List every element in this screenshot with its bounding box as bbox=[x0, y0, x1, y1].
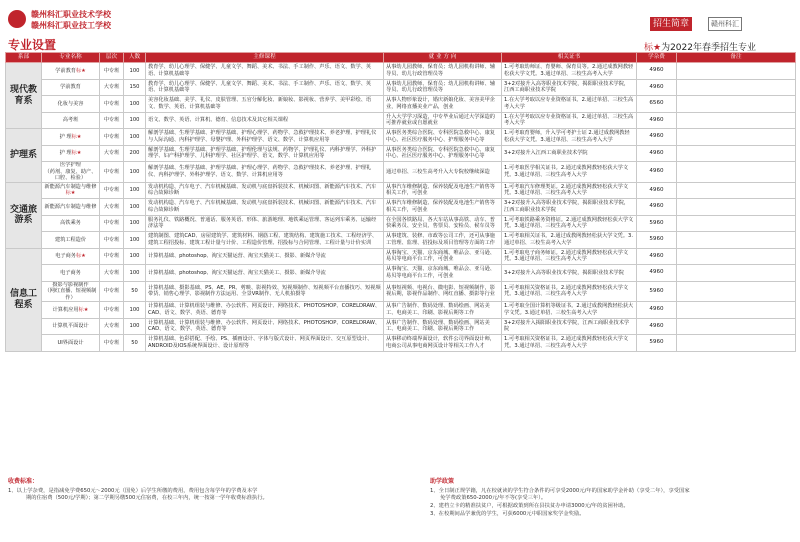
jobs-cell: 从事人物形象设计，婚庆新娘化妆、美容美甲企业，网络直播美业产品，创业 bbox=[384, 96, 502, 113]
major-name: 电子商务 bbox=[60, 269, 81, 276]
count-cell: 100 bbox=[124, 248, 146, 265]
major-cell bbox=[42, 302, 100, 319]
certs-cell: 1.可考取全国计算机等级证书。2.通过成教网教轻松获大学文凭。3.通过单招、三校生高考入大学 bbox=[502, 302, 637, 319]
courses-cell: 计算机基础、photoshop、淘宝天猫运营、淘宝天猫美工、摄影、新媒介导流 bbox=[146, 248, 384, 265]
level-cell: 中专班 bbox=[100, 96, 124, 113]
column-header: 学杂费 bbox=[637, 53, 677, 63]
table-row bbox=[6, 232, 796, 249]
courses-cell: 语文、数学、英语、计算机、德育、信息技术及其它相关课程 bbox=[146, 112, 384, 129]
table-row bbox=[6, 265, 796, 282]
jobs-cell: 通过单招、三校生高考升入大专院校继续深造 bbox=[384, 162, 502, 183]
major-cell bbox=[42, 182, 100, 199]
major-name: 电子商务 bbox=[55, 253, 76, 259]
major-cell bbox=[42, 265, 100, 282]
fee-cell: 4960 bbox=[637, 182, 677, 199]
column-header: 系部 bbox=[6, 53, 42, 63]
certs-cell: 1.可考取相关证书。2.通过成教网教轻松获大学文凭。3.通过单招、三校生高考入大学 bbox=[502, 232, 637, 249]
fee-cell: 4960 bbox=[637, 112, 677, 129]
remark-cell bbox=[677, 265, 796, 282]
jobs-cell: 从事汽车维修制造、保养装配及电池生产销售等相关工作，可创业 bbox=[384, 182, 502, 199]
note-text: 为2022年春季招生专业 bbox=[661, 43, 756, 53]
fee-cell: 5960 bbox=[637, 215, 677, 232]
aid-line-1: 1、全日制正规学籍，凡在校就读的学生符合条件的可享受2000元/年的国家助学金补助（享受二年），享受国家 bbox=[430, 487, 690, 494]
major-name: 学前教育 bbox=[60, 84, 81, 90]
column-header: 备注 bbox=[677, 53, 796, 63]
star-mark: 标★ bbox=[65, 190, 76, 197]
courses-cell: 解剖学基础、生理学基础、护理学基础、护理心理学、药物学、急救护理技术、养老护理、护理礼仪与人际沟通、内科护理学、母婴护理、外科护理学、语文、数学、计算机应用等 bbox=[146, 129, 384, 146]
certs-cell: 1.可考取相关资格证书。2.通过成教网教轻松获大学文凭。3.通过单招、三校生高考入大学 bbox=[502, 335, 637, 352]
major-name: 计算机平面设计 bbox=[52, 323, 89, 329]
fee-cell: 4960 bbox=[637, 248, 677, 265]
fee-cell: 4960 bbox=[637, 199, 677, 216]
level-cell: 大专班 bbox=[100, 318, 124, 335]
fee-cell: 4960 bbox=[637, 265, 677, 282]
major-cell bbox=[42, 215, 100, 232]
jobs-cell: 从事淘宝、天猫、京东商城、唯品会、亚马逊、易贝等电商平台工作，可创业 bbox=[384, 265, 502, 282]
remark-cell bbox=[677, 335, 796, 352]
remark-cell bbox=[677, 215, 796, 232]
star-mark: 标★ bbox=[71, 133, 82, 140]
remark-cell bbox=[677, 96, 796, 113]
fee-cell: 4960 bbox=[637, 318, 677, 335]
certs-cell: 1.在大学考取以应专业资格证书。2.通过单招、三校生高考入大学 bbox=[502, 96, 637, 113]
certs-cell: 1.可考取育婴师，升入学可考护士证 2.通过成教网教轻松获大学文凭。3.通过单招、三校生高考入大学 bbox=[502, 129, 637, 146]
major-cell bbox=[42, 248, 100, 265]
level-cell: 中专班 bbox=[100, 112, 124, 129]
dept-cell: 信息工程系 bbox=[6, 248, 42, 351]
courses-cell: 解剖学基础、生理学基础、护理学基础、护理伦理与法规、药物学、护理礼仪、内科护理学、外科护理学、妇产科护理学、儿科护理学、社区护理学、语文、数学、计算机应用等 bbox=[146, 145, 384, 162]
jobs-cell: 从事汽车维修制造、保养装配及电池生产销售等相关工作，可创业 bbox=[384, 199, 502, 216]
count-cell: 50 bbox=[124, 281, 146, 302]
fee-title: 收费标准： bbox=[8, 478, 39, 485]
table-row bbox=[6, 335, 796, 352]
jobs-cell: 从事广告制作、数码处理、数码绘画、网站美工、电商美工、印刷、影视后期等工作 bbox=[384, 302, 502, 319]
count-cell: 100 bbox=[124, 302, 146, 319]
courses-cell: 计算机基础、计算机组装与维修、办公软件、网页设计、网络技术、PHOTOSHOP、CORELDRAW、CAD、语文、数学、英语、德育等 bbox=[146, 302, 384, 319]
major-name: 学前教育 bbox=[55, 67, 76, 74]
major-name: 医学护理 bbox=[60, 162, 81, 168]
jobs-cell: 从事建筑、装修、市政等公司工作，还可从事施工管理、监理、招投标及项目管理等方面的工作 bbox=[384, 232, 502, 249]
major-name: 建筑工程造价 bbox=[54, 236, 87, 243]
major-name: 护 理 bbox=[59, 133, 72, 140]
remark-cell bbox=[677, 162, 796, 183]
remark-cell bbox=[677, 302, 796, 319]
remark-cell bbox=[677, 63, 796, 80]
level-cell: 中专班 bbox=[100, 281, 124, 302]
jobs-cell: 从事幼儿园教师、保育员；幼儿园机构讲师、辅导员、幼儿行政管理员等 bbox=[384, 79, 502, 96]
certs-cell: 3+2对接升入高等职业技术学院，揭阳职业技术学院，江西工商职业技术学院 bbox=[502, 199, 637, 216]
school-logo-icon bbox=[8, 10, 26, 28]
brand-tag: 赣州科汇 bbox=[708, 17, 742, 31]
certs-cell: 3+2对接升入高等职业技术学院，揭阳职业技术学院 bbox=[502, 265, 637, 282]
jobs-cell: 从事医务类综合医院、专科医院急救中心、康复中心、社区医疗服务中心、护理服务中心等 bbox=[384, 145, 502, 162]
courses-cell: 服务礼仪、铁路概况、普通话、服务英语、形体、旅游地理、地铁乘运管理、客运列车乘务、运输经济法等 bbox=[146, 215, 384, 232]
star-mark: 标★ bbox=[75, 67, 86, 74]
jobs-cell: 从事短视频、电视台、微电影、短视频制作，影视后期，影视作品制作、网红直播、摄影等行业 bbox=[384, 281, 502, 302]
jobs-cell: 升入大学学习深造，中专毕业后通过大学深造的可推荐就业或自愿就业 bbox=[384, 112, 502, 129]
dept-cell: 现代教育系 bbox=[6, 63, 42, 129]
table-row bbox=[6, 182, 796, 199]
star-mark: 标★ bbox=[75, 253, 86, 259]
major-cell bbox=[42, 281, 100, 302]
major-cell bbox=[42, 96, 100, 113]
brand-badge: 招生简章 bbox=[650, 17, 692, 31]
level-cell: 中专班 bbox=[100, 215, 124, 232]
courses-cell: 发动机构造、汽车电子、汽车机械基础、发动机与底盘拆装技术、机械识图、新能源汽车技术、汽车综合故障诊断 bbox=[146, 199, 384, 216]
major-sub: （网红直播、短视频制作） bbox=[44, 288, 97, 301]
column-header: 层次 bbox=[100, 53, 124, 63]
level-cell: 中专班 bbox=[100, 302, 124, 319]
count-cell: 50 bbox=[124, 335, 146, 352]
level-cell: 中专班 bbox=[100, 232, 124, 249]
aid-policy bbox=[430, 478, 795, 518]
fee-cell: 4960 bbox=[637, 79, 677, 96]
major-cell bbox=[42, 232, 100, 249]
major-name: 摄影与影视制作 bbox=[52, 281, 89, 288]
jobs-cell: 从事幼儿园教师、保育员；幼儿园机构讲师、辅导员、幼儿行政管理员等 bbox=[384, 63, 502, 80]
count-cell: 100 bbox=[124, 232, 146, 249]
page-title: 专业设置 bbox=[8, 38, 57, 52]
count-cell: 200 bbox=[124, 145, 146, 162]
certs-cell: 1.可考取汽车修理类证。2.通过成教网教轻松获大学文凭。3.通过单招、三校生高考入大学 bbox=[502, 182, 637, 199]
certs-cell: 1.在大学考取以应专业资格证书。2.通过单招、三校生高考入大学 bbox=[502, 112, 637, 129]
major-name: 高铁乘务 bbox=[60, 220, 81, 226]
level-cell: 大专班 bbox=[100, 265, 124, 282]
courses-cell: 教育学、幼儿心理学、保健学、儿童文学、舞蹈、美术、书法、手工制作、声乐、语文、数学、英语、计算机基础等 bbox=[146, 79, 384, 96]
count-cell: 100 bbox=[124, 162, 146, 183]
courses-cell: 计算机基础、计算机组装与维修、办公软件、网页设计、网络技术、PHOTOSHOP、CORELDRAW、CAD、语文、数学、英语、德育等 bbox=[146, 318, 384, 335]
major-cell bbox=[42, 335, 100, 352]
level-cell: 中专班 bbox=[100, 182, 124, 199]
table-row bbox=[6, 145, 796, 162]
majors-table bbox=[5, 52, 795, 477]
certs-cell: 1.可考取电子商务师证。2.通过成教网教轻松获大学文凭。3.通过单招、三校生高考入大学 bbox=[502, 248, 637, 265]
count-cell: 100 bbox=[124, 215, 146, 232]
fee-cell: 5960 bbox=[637, 232, 677, 249]
aid-title: 助学政策 bbox=[430, 478, 455, 485]
major-cell bbox=[42, 145, 100, 162]
major-name: 护 理 bbox=[59, 150, 72, 156]
level-cell: 中专班 bbox=[100, 335, 124, 352]
table-header-row bbox=[6, 53, 796, 63]
fee-line-2: 期的住宿费（500元/学期）；第二学期另缴500元住宿费，在校三年内，统一按第一学年收费标准执行。 bbox=[26, 495, 268, 502]
major-name: 新能源汽车制造与维修 bbox=[44, 183, 97, 190]
certs-cell: 1.可考取铁路乘务资格证。2.通过成教网教轻松获大学文凭。3.通过单招、三校生高考入大学 bbox=[502, 215, 637, 232]
column-header: 专业名称 bbox=[42, 53, 100, 63]
aid-line-4: 3、在校期间品学兼优的学生，可获6000元中职国家奖学金奖励。 bbox=[430, 510, 585, 517]
remark-cell bbox=[677, 145, 796, 162]
star-mark: 标★ bbox=[71, 150, 82, 156]
column-header: 主修课程 bbox=[146, 53, 384, 63]
level-cell: 大专班 bbox=[100, 199, 124, 216]
certs-cell: 1.可考取相关资格证书。2.通过成教网教轻松获大学文凭。3.通过单招、三校生高考入大学 bbox=[502, 281, 637, 302]
table-row bbox=[6, 63, 796, 80]
courses-cell: 计算机基础、色彩搭配、手绘、PS、插画设计、字体与版式设计、网页界面设计、交互原型设计、ANDROID及IOS系统界面设计、设计原理等 bbox=[146, 335, 384, 352]
remark-cell bbox=[677, 281, 796, 302]
jobs-cell: 从事广告制作、数码处理、数码绘画、网站美工、电商美工、印刷、影视后期等工作 bbox=[384, 318, 502, 335]
level-cell: 中专班 bbox=[100, 129, 124, 146]
major-sub: （药剂、康复、助产、口腔、检验） bbox=[44, 168, 97, 181]
fee-cell: 4960 bbox=[637, 145, 677, 162]
count-cell: 100 bbox=[124, 182, 146, 199]
certs-cell: 1.可考取医学相关证书。2.通过成教网教轻松获大学文凭。3.通过单招、三校生高考入大学 bbox=[502, 162, 637, 183]
fee-line-1: 1、以上学杂费，是指减免学费650元～2000元（国免）后学生所缴的费用，费用包含每学年的学费及本学 bbox=[8, 487, 258, 494]
jobs-cell: 从事移动终端界面设计，软件公司界面设计师，电商公司从事电商网页设计等相关工作人才 bbox=[384, 335, 502, 352]
school-name-1: 赣州科汇职业技术学校 bbox=[31, 9, 111, 19]
count-cell: 100 bbox=[124, 265, 146, 282]
fee-cell: 4960 bbox=[637, 162, 677, 183]
table-row bbox=[6, 302, 796, 319]
table-row bbox=[6, 248, 796, 265]
remark-cell bbox=[677, 129, 796, 146]
star-mark: 标★ bbox=[78, 306, 89, 313]
school-name-2: 赣州科汇职业技工学校 bbox=[31, 20, 111, 30]
jobs-cell: 从事医务类综合医院、专科医院急救中心、康复中心、社区医疗服务中心、护理服务中心等 bbox=[384, 129, 502, 146]
count-cell: 100 bbox=[124, 199, 146, 216]
fee-cell: 4960 bbox=[637, 63, 677, 80]
courses-cell: 解剖学基础、生理学基础、护理学基础、护理心理学、药物学、急救护理技术、养老护理、护理礼仪、内科护理学、外科护理学、语文、数学、计算机应用等 bbox=[146, 162, 384, 183]
major-name: 新能源汽车制造与维修 bbox=[44, 203, 97, 210]
remark-cell bbox=[677, 182, 796, 199]
aid-line-2: 免学费政策650-2000元/年不等(享受三年）。 bbox=[440, 495, 547, 502]
major-name: 计算机应用 bbox=[52, 306, 79, 313]
certs-cell: 3+2对接升入江西工商职业技术学院 bbox=[502, 145, 637, 162]
major-name: 化妆与美容 bbox=[57, 100, 84, 107]
fee-cell: 5960 bbox=[637, 281, 677, 302]
table-row bbox=[6, 199, 796, 216]
major-cell bbox=[42, 79, 100, 96]
level-cell: 中专班 bbox=[100, 63, 124, 80]
remark-cell bbox=[677, 79, 796, 96]
fee-cell: 4960 bbox=[637, 302, 677, 319]
courses-cell: 发动机构造、汽车电子、汽车机械基础、发动机与底盘拆装技术、机械识图、新能源汽车技术、汽车综合故障诊断 bbox=[146, 182, 384, 199]
level-cell: 中专班 bbox=[100, 162, 124, 183]
count-cell: 150 bbox=[124, 79, 146, 96]
courses-cell: 教育学、幼儿心理学、保健学、儿童文学、舞蹈、美术、书法、手工制作、声乐、语文、数学、英语、计算机基础等 bbox=[146, 63, 384, 80]
count-cell: 100 bbox=[124, 318, 146, 335]
major-cell bbox=[42, 199, 100, 216]
remark-cell bbox=[677, 112, 796, 129]
page-header bbox=[0, 0, 800, 56]
count-cell: 100 bbox=[124, 96, 146, 113]
fee-standard bbox=[8, 478, 378, 503]
table-row bbox=[6, 96, 796, 113]
table-row bbox=[6, 318, 796, 335]
level-cell: 大专班 bbox=[100, 79, 124, 96]
courses-cell: 计算机基础、photoshop、淘宝天猫运营、淘宝天猫美工、摄影、新媒介导流 bbox=[146, 265, 384, 282]
certs-cell: 3+2对接升入高等职业技术学院，揭阳职业技术学院，江西工商职业技术学院 bbox=[502, 79, 637, 96]
column-header: 人数 bbox=[124, 53, 146, 63]
certs-cell: 3+2对接升入揭阳职业技术学院，江西工商职业技术学院 bbox=[502, 318, 637, 335]
major-name: UI界面设计 bbox=[57, 339, 84, 346]
count-cell: 100 bbox=[124, 129, 146, 146]
remark-cell bbox=[677, 232, 796, 249]
aid-line-3: 2、建档立卡的精准扶贫户，可根据政策到所在县扶贫办申请3000元/年的贫困补助。 bbox=[430, 503, 629, 510]
table-row bbox=[6, 129, 796, 146]
table-row bbox=[6, 112, 796, 129]
table-row bbox=[6, 281, 796, 302]
jobs-cell: 从事淘宝、天猫、京东商城、唯品会、亚马逊、易贝等电商平台工作，可创业 bbox=[384, 248, 502, 265]
table-row bbox=[6, 79, 796, 96]
certs-cell: 1.可考取幼师证、育婴师、保育员等。2.通过成教网教轻松获大学文凭。3.通过单招、三校生高考入大学 bbox=[502, 63, 637, 80]
count-cell: 100 bbox=[124, 112, 146, 129]
major-cell bbox=[42, 129, 100, 146]
fee-cell: 5960 bbox=[637, 335, 677, 352]
count-cell: 100 bbox=[124, 63, 146, 80]
column-header: 相关证书 bbox=[502, 53, 637, 63]
fee-cell: 4960 bbox=[637, 129, 677, 146]
courses-cell: 计算机基础、摄影基础、PS、AE、PR、剪映、影视特效、短视频制作、短视频平台直播技巧、短视频带货、销售心理学、影视制作方法运用、全景VR制作、无人机拍摄等 bbox=[146, 281, 384, 302]
major-cell bbox=[42, 318, 100, 335]
dept-cell: 交通旅游系 bbox=[6, 182, 42, 248]
remark-cell bbox=[677, 318, 796, 335]
courses-cell: 美容化妆基础、美学、礼仪、皮肤管理、五官分解化妆、新娘妆、影视妆、营养学、美甲彩绘、语文、数学、英语、计算机基础等 bbox=[146, 96, 384, 113]
level-cell: 中专班 bbox=[100, 248, 124, 265]
dept-cell: 护理系 bbox=[6, 129, 42, 183]
major-cell bbox=[42, 63, 100, 80]
table-row bbox=[6, 162, 796, 183]
column-header: 就 业 方 向 bbox=[384, 53, 502, 63]
major-name: 高考班 bbox=[62, 117, 79, 123]
table-row bbox=[6, 215, 796, 232]
remark-cell bbox=[677, 248, 796, 265]
courses-cell: 建筑制图、建筑CAD、房屋建筑学、建筑材料、钢筋工程、建筑结构、建筑施工技术、工程经济学、建筑工程招投标、建筑工程计量与计价、工程造价管理、招投标与合同管理、工程计量与计价实训 bbox=[146, 232, 384, 249]
star-mark: 标★ bbox=[644, 43, 662, 53]
major-cell bbox=[42, 112, 100, 129]
remark-cell bbox=[677, 199, 796, 216]
fee-cell: 6560 bbox=[637, 96, 677, 113]
jobs-cell: 在全国各铁路局、各大车站从事高铁、动车、普快乘务员、安全员、售票员、安检员、候车员等 bbox=[384, 215, 502, 232]
level-cell: 大专班 bbox=[100, 145, 124, 162]
major-cell bbox=[42, 162, 100, 183]
